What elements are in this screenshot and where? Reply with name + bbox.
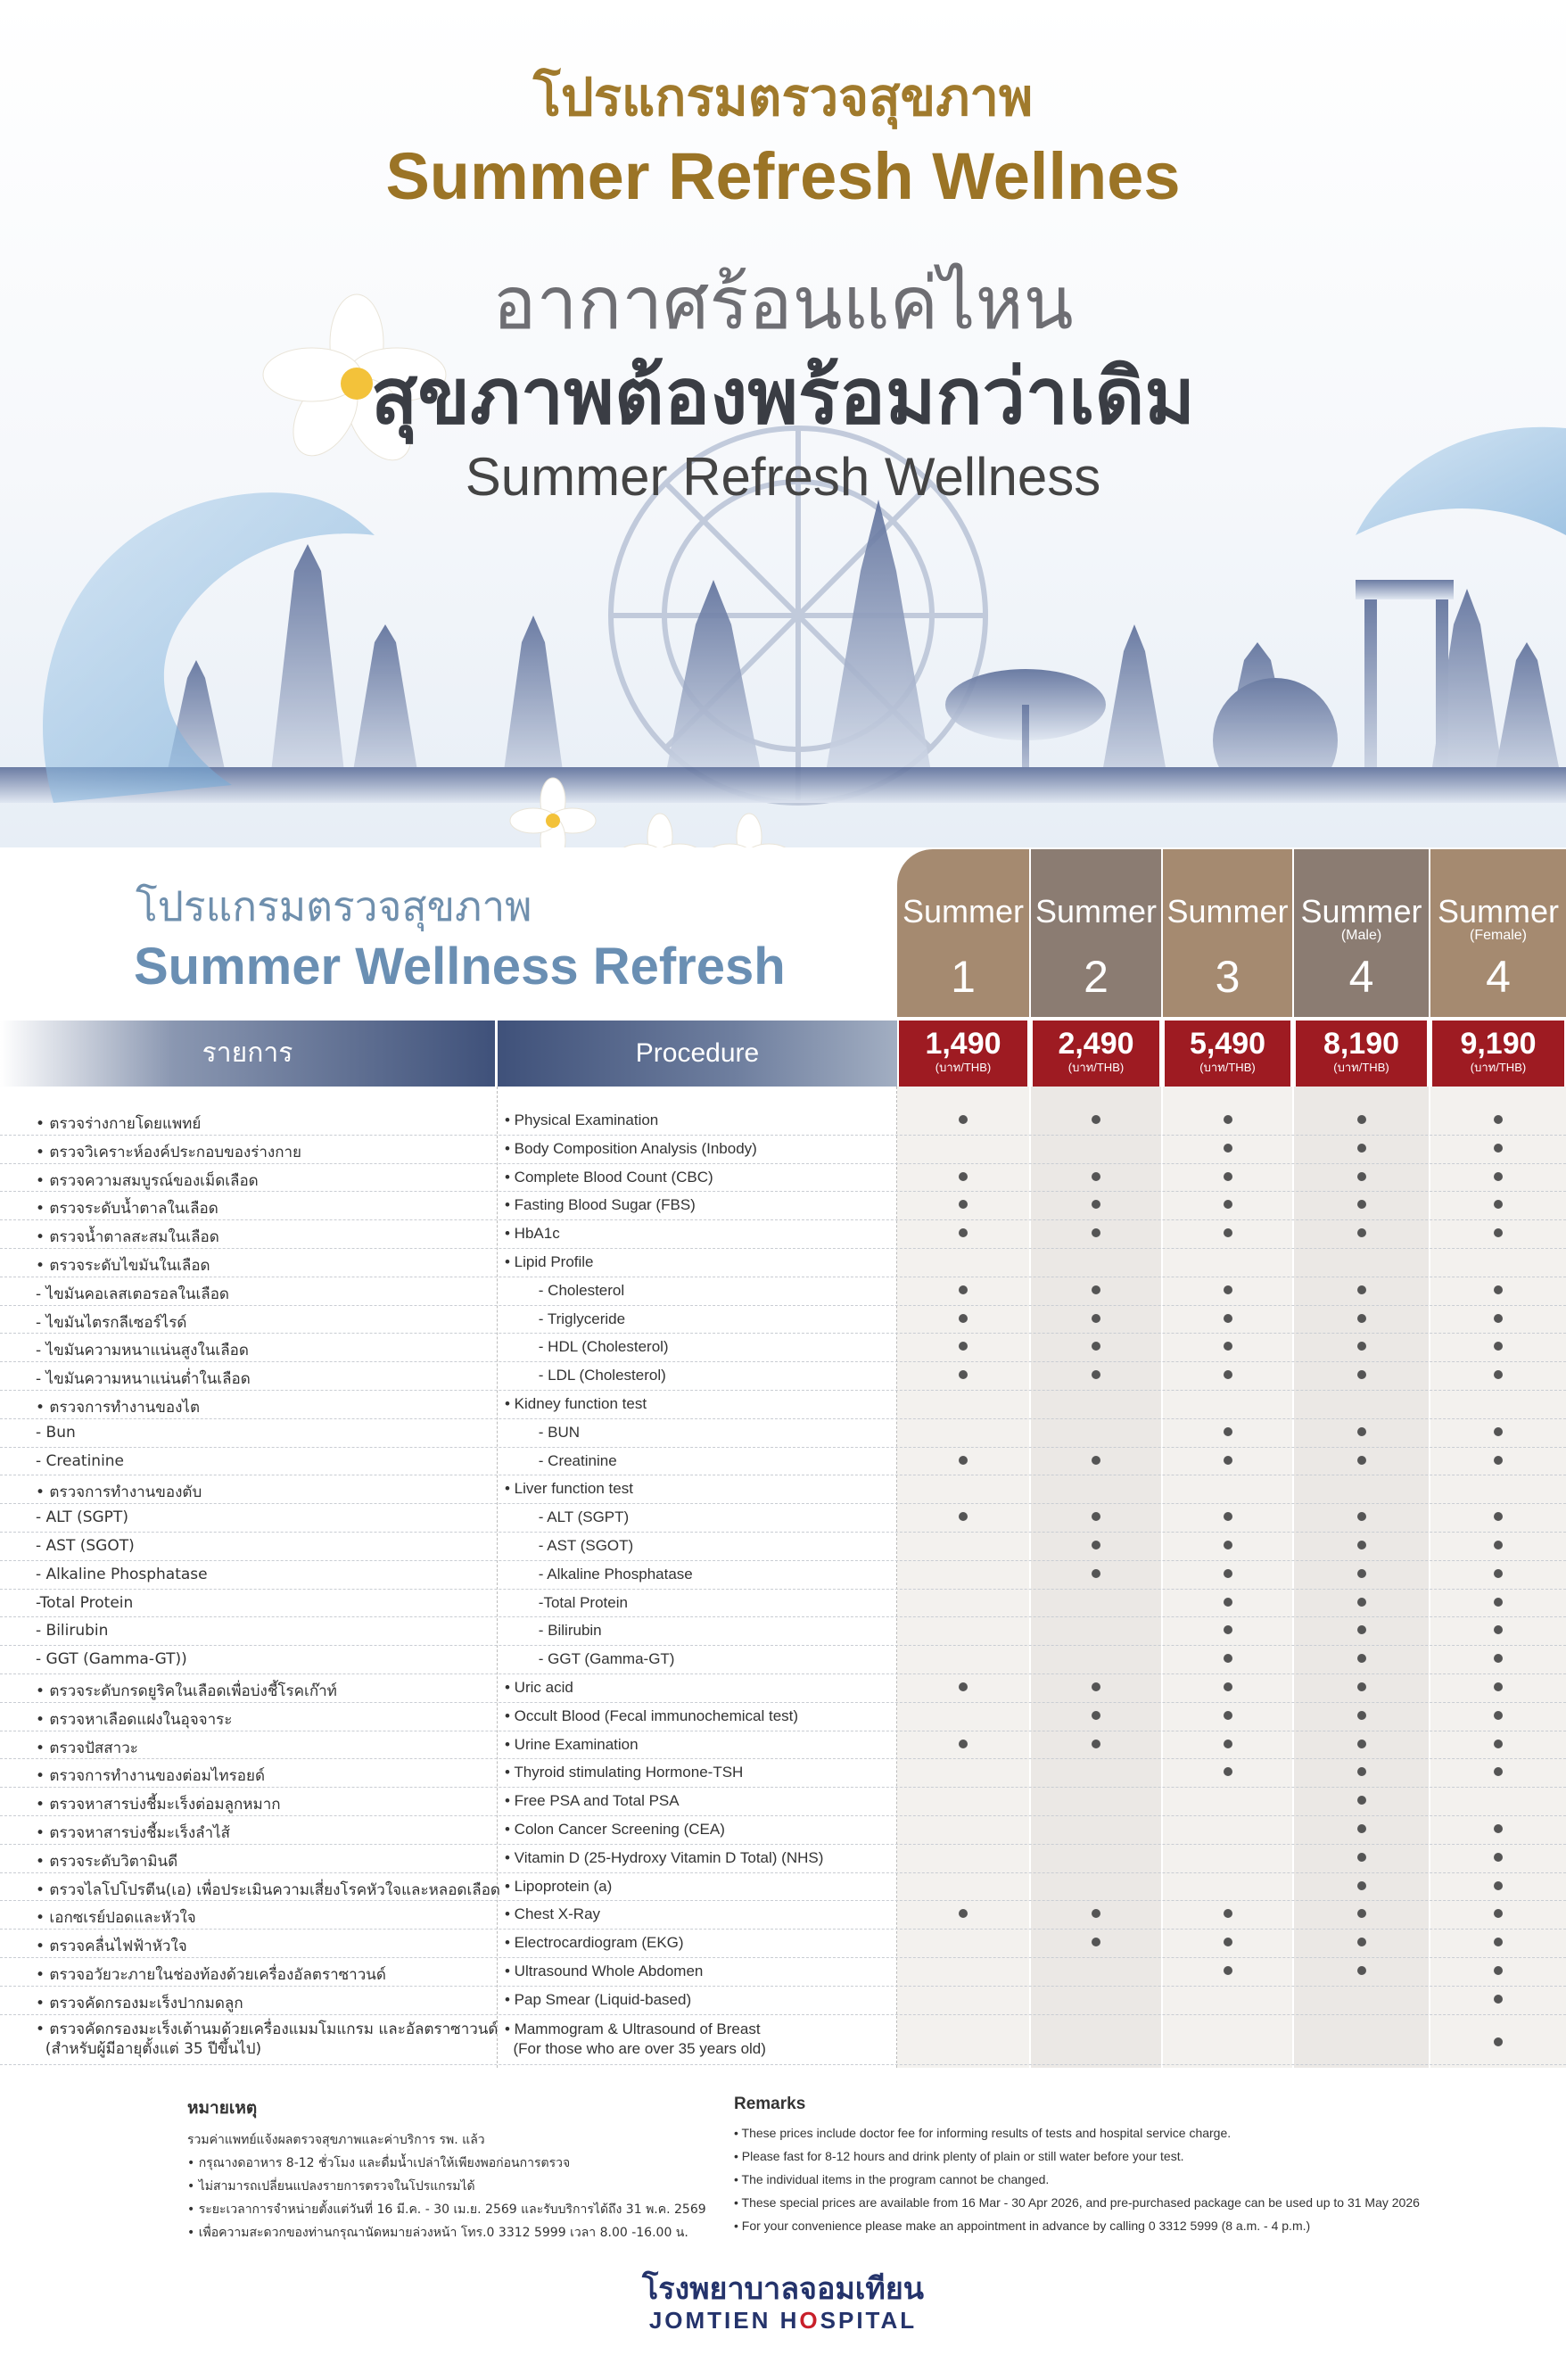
item-th: • ตรวจการทำงานของต่อมไทรอยด์ bbox=[36, 1767, 265, 1786]
item-th: • ตรวจความสมบูรณ์ของเม็ดเลือด bbox=[36, 1171, 259, 1190]
remarks-en-item: • The individual items in the program cannot be changed. bbox=[734, 2172, 1050, 2186]
included-dot bbox=[1092, 1938, 1100, 1946]
package-number: 4 bbox=[1486, 952, 1511, 1002]
item-en: • Lipid Profile bbox=[505, 1253, 594, 1270]
remarks-en-title: Remarks bbox=[734, 2095, 806, 2113]
item-en: • Thyroid stimulating Hormone-TSH bbox=[505, 1764, 744, 1781]
included-dot bbox=[1224, 1200, 1232, 1209]
package-price-3 bbox=[1165, 1021, 1290, 1087]
remarks-th-item: • ระยะเวลาการจำหน่ายตั้งแต่วันที่ 16 มี.ค. - 30 เม.ย. 2569 และรับบริการได้ถึง 31 พ.ค. 2569 bbox=[187, 2202, 706, 2217]
item-th: • ตรวจระดับน้ำตาลในเลือด bbox=[36, 1200, 218, 1219]
included-dot bbox=[1357, 1881, 1366, 1890]
item-th: - Alkaline Phosphatase bbox=[36, 1565, 208, 1583]
included-dot bbox=[1224, 1740, 1232, 1748]
included-dot bbox=[1494, 1966, 1503, 1975]
included-dot bbox=[1494, 1767, 1503, 1776]
item-th: - Bun bbox=[36, 1423, 76, 1442]
table-row bbox=[0, 1219, 1566, 1249]
included-dot bbox=[1494, 1228, 1503, 1237]
section-title-en: Summer Wellness Refresh bbox=[134, 938, 786, 996]
item-en: - Bilirubin bbox=[505, 1622, 602, 1640]
table-row bbox=[0, 1418, 1566, 1448]
item-en: • HbA1c bbox=[505, 1225, 560, 1243]
table-row bbox=[0, 1277, 1566, 1306]
item-th: • ตรวจไลโปโปรตีน(เอ) เพื่อประเมินความเสี่ยงโรคหัวใจและหลอดเลือด bbox=[36, 1880, 500, 1899]
item-en: • Free PSA and Total PSA bbox=[505, 1792, 680, 1810]
included-dot bbox=[959, 1512, 968, 1521]
included-dot bbox=[1224, 1767, 1232, 1776]
item-en: • Mammogram & Ultrasound of Breast (For those who are over 35 years old) bbox=[505, 2020, 766, 2057]
included-dot bbox=[1224, 1711, 1232, 1720]
package-price-1 bbox=[899, 1021, 1027, 1087]
table-row bbox=[0, 1929, 1566, 1958]
item-th: • ตรวจหาสารบ่งชี้มะเร็งลำไส้ bbox=[36, 1824, 231, 1842]
included-dot bbox=[959, 1314, 968, 1323]
included-dot bbox=[1092, 1370, 1100, 1379]
table-row bbox=[0, 1589, 1566, 1618]
table-row bbox=[0, 1787, 1566, 1816]
item-th: • ตรวจระดับกรดยูริคในเลือดเพื่อบ่งชี้โรคเก๊าท์ bbox=[36, 1682, 337, 1700]
item-th: -Total Protein bbox=[36, 1593, 134, 1612]
item-th: • ตรวจการทำงานของตับ bbox=[36, 1483, 202, 1502]
table-row bbox=[0, 1390, 1566, 1419]
package-number: 4 bbox=[1348, 952, 1374, 1002]
included-dot bbox=[1357, 1541, 1366, 1549]
table-row bbox=[0, 1106, 1566, 1136]
price-value: 2,490 bbox=[1058, 1027, 1134, 1061]
included-dot bbox=[1494, 1370, 1503, 1379]
included-dot bbox=[1357, 1172, 1366, 1181]
table-row bbox=[0, 1616, 1566, 1646]
item-th: • เอกซเรย์ปอดและหัวใจ bbox=[36, 1909, 196, 1928]
item-en: • Colon Cancer Screening (CEA) bbox=[505, 1821, 725, 1838]
included-dot bbox=[1224, 1370, 1232, 1379]
included-dot bbox=[1494, 1654, 1503, 1663]
package-header-2 bbox=[1031, 849, 1161, 1017]
included-dot bbox=[1494, 1512, 1503, 1521]
included-dot bbox=[1357, 1938, 1366, 1946]
included-dot bbox=[1357, 1625, 1366, 1634]
item-th: • ตรวจร่างกายโดยแพทย์ bbox=[36, 1115, 202, 1133]
package-header-1 bbox=[897, 849, 1029, 1017]
included-dot bbox=[1224, 1228, 1232, 1237]
included-dot bbox=[1357, 1144, 1366, 1153]
included-dot bbox=[959, 1909, 968, 1918]
table-row bbox=[0, 1163, 1566, 1193]
item-en: -Total Protein bbox=[505, 1593, 628, 1611]
included-dot bbox=[959, 1682, 968, 1691]
included-dot bbox=[959, 1115, 968, 1124]
table-row bbox=[0, 1731, 1566, 1760]
table-row bbox=[0, 1135, 1566, 1164]
price-unit: (บาท/THB) bbox=[1470, 1061, 1527, 1074]
included-dot bbox=[1357, 1767, 1366, 1776]
included-dot bbox=[1357, 1598, 1366, 1607]
remarks-en-item: • For your convenience please make an appointment in advance by calling 0 3312 5999 (8 a.m. - 4 p.m.) bbox=[734, 2219, 1311, 2233]
table-row bbox=[0, 1673, 1566, 1703]
included-dot bbox=[1357, 1427, 1366, 1436]
included-dot bbox=[1494, 1200, 1503, 1209]
price-value: 1,490 bbox=[925, 1027, 1001, 1061]
included-dot bbox=[1092, 1740, 1100, 1748]
included-dot bbox=[1494, 1569, 1503, 1578]
column-header-th: รายการ bbox=[0, 1021, 495, 1087]
included-dot bbox=[1224, 1172, 1232, 1181]
included-dot bbox=[1092, 1285, 1100, 1294]
item-th: • ตรวจระดับวิตามินดี bbox=[36, 1852, 178, 1871]
table-row bbox=[0, 1333, 1566, 1362]
table-row bbox=[0, 1844, 1566, 1873]
tagline-line-1: อากาศร้อนแค่ไหน bbox=[492, 261, 1074, 346]
table-row bbox=[0, 1305, 1566, 1335]
included-dot bbox=[959, 1342, 968, 1351]
item-en: - GGT (Gamma-GT) bbox=[505, 1650, 675, 1668]
table-row bbox=[0, 1986, 1566, 2015]
table-row bbox=[0, 1645, 1566, 1674]
package-number: 2 bbox=[1084, 952, 1109, 1002]
included-dot bbox=[1092, 1541, 1100, 1549]
included-dot bbox=[1494, 1342, 1503, 1351]
remarks-th-title: หมายเหตุ bbox=[187, 2098, 258, 2118]
table-row bbox=[0, 1815, 1566, 1845]
item-th: • ตรวจปัสสาวะ bbox=[36, 1739, 138, 1757]
included-dot bbox=[1357, 1853, 1366, 1862]
item-th: • ตรวจวิเคราะห์องค์ประกอบของร่างกาย bbox=[36, 1143, 301, 1161]
included-dot bbox=[1357, 1228, 1366, 1237]
remarks-th-item: • ไม่สามารถเปลี่ยนแปลงรายการตรวจในโปรแกรมได้ bbox=[187, 2179, 475, 2194]
remarks-th bbox=[187, 2095, 740, 2244]
included-dot bbox=[1494, 1711, 1503, 1720]
table-row bbox=[0, 1957, 1566, 1987]
item-en: • Complete Blood Count (CBC) bbox=[505, 1168, 713, 1186]
included-dot bbox=[1092, 1569, 1100, 1578]
included-dot bbox=[1494, 1541, 1503, 1549]
included-dot bbox=[1092, 1172, 1100, 1181]
hospital-logo-th: โรงพยาบาลจอมเทียน bbox=[641, 2271, 924, 2307]
included-dot bbox=[1224, 1654, 1232, 1663]
hero-banner bbox=[0, 0, 1566, 847]
item-th: - ไขมันไตรกลีเซอร์ไรด์ bbox=[36, 1313, 187, 1332]
included-dot bbox=[1092, 1115, 1100, 1124]
item-th: - ไขมันความหนาแน่นต่ำในเลือด bbox=[36, 1370, 251, 1389]
included-dot bbox=[1357, 1654, 1366, 1663]
included-dot bbox=[1092, 1682, 1100, 1691]
included-dot bbox=[1357, 1200, 1366, 1209]
table-row bbox=[0, 1475, 1566, 1504]
item-th: • ตรวจน้ำตาลสะสมในเลือด bbox=[36, 1228, 219, 1247]
included-dot bbox=[1092, 1228, 1100, 1237]
included-dot bbox=[1357, 1342, 1366, 1351]
included-dot bbox=[1494, 1144, 1503, 1153]
column-header-en: Procedure bbox=[498, 1021, 897, 1087]
included-dot bbox=[1357, 1682, 1366, 1691]
included-dot bbox=[1224, 1625, 1232, 1634]
included-dot bbox=[1224, 1115, 1232, 1124]
included-dot bbox=[1357, 1285, 1366, 1294]
included-dot bbox=[959, 1285, 968, 1294]
item-en: - LDL (Cholesterol) bbox=[505, 1367, 666, 1384]
included-dot bbox=[1092, 1342, 1100, 1351]
included-dot bbox=[1494, 1172, 1503, 1181]
included-dot bbox=[1494, 1682, 1503, 1691]
included-dot bbox=[1494, 1909, 1503, 1918]
item-en: • Body Composition Analysis (Inbody) bbox=[505, 1139, 757, 1157]
item-th: - Bilirubin bbox=[36, 1622, 109, 1640]
included-dot bbox=[1494, 1853, 1503, 1862]
item-en: - BUN bbox=[505, 1423, 581, 1441]
item-th: • ตรวจหาเลือดแฝงในอุจจาระ bbox=[36, 1710, 233, 1729]
price-value: 8,190 bbox=[1323, 1027, 1400, 1061]
included-dot bbox=[1494, 1995, 1503, 2004]
included-dot bbox=[1357, 1824, 1366, 1833]
item-en: - HDL (Cholesterol) bbox=[505, 1338, 669, 1356]
item-th: - ไขมันคอเลสเตอรอลในเลือด bbox=[36, 1285, 229, 1303]
section-title-th: โปรแกรมตรวจสุขภาพ bbox=[136, 882, 532, 930]
program-title-th: โปรแกรมตรวจสุขภาพ bbox=[532, 67, 1034, 128]
item-th: - ไขมันความหนาแน่นสูงในเลือด bbox=[36, 1342, 249, 1360]
included-dot bbox=[1224, 1966, 1232, 1975]
included-dot bbox=[1357, 1569, 1366, 1578]
price-value: 5,490 bbox=[1189, 1027, 1266, 1061]
included-dot bbox=[1224, 1314, 1232, 1323]
included-dot bbox=[1224, 1456, 1232, 1465]
item-en: • Urine Examination bbox=[505, 1735, 639, 1753]
item-en: • Vitamin D (25-Hydroxy Vitamin D Total) (NHS) bbox=[505, 1848, 824, 1866]
included-dot bbox=[1224, 1427, 1232, 1436]
package-gender bbox=[1031, 928, 1161, 944]
tagline-en: Summer Refresh Wellness bbox=[465, 447, 1101, 507]
included-dot bbox=[1494, 1115, 1503, 1124]
item-th: - Creatinine bbox=[36, 1451, 125, 1470]
included-dot bbox=[1092, 1512, 1100, 1521]
included-dot bbox=[1357, 1796, 1366, 1805]
price-unit: (บาท/THB) bbox=[1199, 1061, 1256, 1074]
table-row bbox=[0, 2014, 1566, 2065]
remarks-th-item: • เพื่อความสะดวกของท่านกรุณานัดหมายล่วงหน้า โทร.0 3312 5999 เวลา 8.00 -16.00 น. bbox=[187, 2226, 688, 2240]
logo-text-part: JOMTIEN H bbox=[648, 2307, 800, 2334]
item-en: - AST (SGOT) bbox=[505, 1537, 634, 1554]
remarks-th-item: • กรุณางดอาหาร 8-12 ชั่วโมง และดื่มน้ำเปล่าให้เพียงพอก่อนการตรวจ bbox=[187, 2156, 571, 2170]
table-row bbox=[0, 1532, 1566, 1561]
included-dot bbox=[1494, 1456, 1503, 1465]
included-dot bbox=[1224, 1909, 1232, 1918]
item-en: • Fasting Blood Sugar (FBS) bbox=[505, 1196, 696, 1214]
program-title-en: Summer Refresh Wellnes bbox=[385, 139, 1181, 213]
package-name: Summer bbox=[1300, 893, 1422, 930]
package-number: 1 bbox=[951, 952, 976, 1002]
item-en: • Electrocardiogram (EKG) bbox=[505, 1934, 684, 1952]
item-th: • ตรวจคัดกรองมะเร็งเต้านมด้วยเครื่องแมมโมแกรม และอัลตราซาวนด์ (สำหรับผู้มีอายุตั้งแต่ 35 ปีขึ้นไป) bbox=[36, 2020, 499, 2058]
included-dot bbox=[1092, 1711, 1100, 1720]
included-dot bbox=[1357, 1966, 1366, 1975]
included-dot bbox=[1224, 1598, 1232, 1607]
hospital-logo-en bbox=[0, 2307, 1566, 2335]
item-en: - Cholesterol bbox=[505, 1281, 625, 1299]
item-en: • Physical Examination bbox=[505, 1111, 659, 1128]
included-dot bbox=[959, 1200, 968, 1209]
item-th: • ตรวจคัดกรองมะเร็งปากมดลูก bbox=[36, 1994, 243, 2012]
table-row bbox=[0, 1361, 1566, 1391]
remarks-en-item: • Please fast for 8-12 hours and drink plenty of plain or still water before your test. bbox=[734, 2149, 1184, 2163]
included-dot bbox=[1092, 1314, 1100, 1323]
included-dot bbox=[1224, 1682, 1232, 1691]
included-dot bbox=[1494, 1285, 1503, 1294]
remarks-th-item: รวมค่าแพทย์แจ้งผลตรวจสุขภาพและค่าบริการ รพ. แล้ว bbox=[187, 2133, 485, 2147]
package-gender bbox=[1163, 928, 1292, 944]
included-dot bbox=[959, 1370, 968, 1379]
price-unit: (บาท/THB) bbox=[1333, 1061, 1389, 1074]
included-dot bbox=[1092, 1200, 1100, 1209]
included-dot bbox=[1357, 1314, 1366, 1323]
tagline-line-2: สุขภาพต้องพร้อมกว่าเดิม bbox=[370, 352, 1196, 442]
included-dot bbox=[1224, 1342, 1232, 1351]
table-row bbox=[0, 1702, 1566, 1731]
package-header-5 bbox=[1430, 849, 1566, 1017]
included-dot bbox=[1224, 1569, 1232, 1578]
package-price-2 bbox=[1033, 1021, 1159, 1087]
included-dot bbox=[1494, 1824, 1503, 1833]
package-price-4 bbox=[1296, 1021, 1427, 1087]
price-unit: (บาท/THB) bbox=[935, 1061, 992, 1074]
table-row bbox=[0, 1900, 1566, 1930]
included-dot bbox=[1494, 1938, 1503, 1946]
price-unit: (บาท/THB) bbox=[1067, 1061, 1125, 1074]
item-en: - Creatinine bbox=[505, 1451, 617, 1469]
package-name: Summer bbox=[1166, 893, 1289, 930]
table-row bbox=[0, 1248, 1566, 1277]
item-th: - GGT (Gamma-GT)) bbox=[36, 1650, 187, 1669]
included-dot bbox=[1357, 1740, 1366, 1748]
table-row bbox=[0, 1560, 1566, 1590]
item-th: • ตรวจหาสารบ่งชี้มะเร็งต่อมลูกหมาก bbox=[36, 1796, 281, 1814]
package-gender: (Female) bbox=[1469, 928, 1527, 943]
package-price-5 bbox=[1432, 1021, 1564, 1087]
included-dot bbox=[1224, 1285, 1232, 1294]
included-dot bbox=[1494, 1598, 1503, 1607]
included-dot bbox=[1357, 1909, 1366, 1918]
package-gender: (Male) bbox=[1340, 928, 1382, 943]
item-en: • Occult Blood (Fecal immunochemical test) bbox=[505, 1706, 799, 1724]
item-en: - Alkaline Phosphatase bbox=[505, 1565, 693, 1583]
included-dot bbox=[1494, 1881, 1503, 1890]
included-dot bbox=[1357, 1456, 1366, 1465]
included-dot bbox=[1494, 1740, 1503, 1748]
included-dot bbox=[959, 1228, 968, 1237]
remarks-en bbox=[734, 2095, 1537, 2237]
item-en: • Liver function test bbox=[505, 1480, 633, 1498]
item-en: • Pap Smear (Liquid-based) bbox=[505, 1990, 692, 2008]
included-dot bbox=[1494, 1427, 1503, 1436]
included-dot bbox=[1092, 1456, 1100, 1465]
included-dot bbox=[1224, 1938, 1232, 1946]
included-dot bbox=[1224, 1512, 1232, 1521]
package-header-3 bbox=[1163, 849, 1292, 1017]
table-row bbox=[0, 1758, 1566, 1788]
included-dot bbox=[1357, 1711, 1366, 1720]
item-en: - ALT (SGPT) bbox=[505, 1508, 630, 1526]
included-dot bbox=[1224, 1144, 1232, 1153]
table-row bbox=[0, 1503, 1566, 1533]
included-dot bbox=[1357, 1512, 1366, 1521]
item-th: • ตรวจคลื่นไฟฟ้าหัวใจ bbox=[36, 1938, 187, 1956]
item-th: - AST (SGOT) bbox=[36, 1537, 135, 1555]
package-gender bbox=[897, 928, 1029, 944]
package-number: 3 bbox=[1215, 952, 1240, 1002]
remarks-en-item: • These prices include doctor fee for informing results of tests and hospital service charge. bbox=[734, 2126, 1232, 2140]
included-dot bbox=[1494, 1625, 1503, 1634]
item-en: - Triglyceride bbox=[505, 1310, 626, 1327]
package-header-4 bbox=[1294, 849, 1429, 1017]
included-dot bbox=[1357, 1370, 1366, 1379]
item-th: - ALT (SGPT) bbox=[36, 1508, 128, 1527]
included-dot bbox=[1224, 1541, 1232, 1549]
table-row bbox=[0, 1447, 1566, 1476]
item-th: • ตรวจการทำงานของไต bbox=[36, 1399, 201, 1417]
table-row bbox=[0, 1191, 1566, 1220]
package-name: Summer bbox=[902, 893, 1025, 930]
item-en: • Kidney function test bbox=[505, 1395, 647, 1412]
remarks-en-item: • These special prices are available from 16 Mar - 30 Apr 2026, and pre-purchased package can be used up to 31 May 2026 bbox=[734, 2195, 1420, 2210]
item-en: • Lipoprotein (a) bbox=[505, 1877, 613, 1895]
item-en: • Uric acid bbox=[505, 1679, 573, 1696]
included-dot bbox=[1494, 2037, 1503, 2046]
included-dot bbox=[959, 1172, 968, 1181]
item-en: • Chest X-Ray bbox=[505, 1905, 601, 1923]
price-value: 9,190 bbox=[1460, 1027, 1537, 1061]
item-th: • ตรวจระดับไขมันในเลือด bbox=[36, 1257, 210, 1275]
package-name: Summer bbox=[1437, 893, 1560, 930]
logo-cross-o: O bbox=[799, 2307, 820, 2334]
table-row bbox=[0, 1872, 1566, 1902]
included-dot bbox=[1357, 1115, 1366, 1124]
logo-text-part: SPITAL bbox=[820, 2307, 918, 2334]
included-dot bbox=[959, 1456, 968, 1465]
included-dot bbox=[1092, 1909, 1100, 1918]
included-dot bbox=[1494, 1314, 1503, 1323]
item-en: • Ultrasound Whole Abdomen bbox=[505, 1963, 704, 1979]
included-dot bbox=[959, 1740, 968, 1748]
item-th: • ตรวจอวัยวะภายในช่องท้องด้วยเครื่องอัลตราซาวนด์ bbox=[36, 1966, 386, 1984]
package-name: Summer bbox=[1034, 893, 1158, 930]
